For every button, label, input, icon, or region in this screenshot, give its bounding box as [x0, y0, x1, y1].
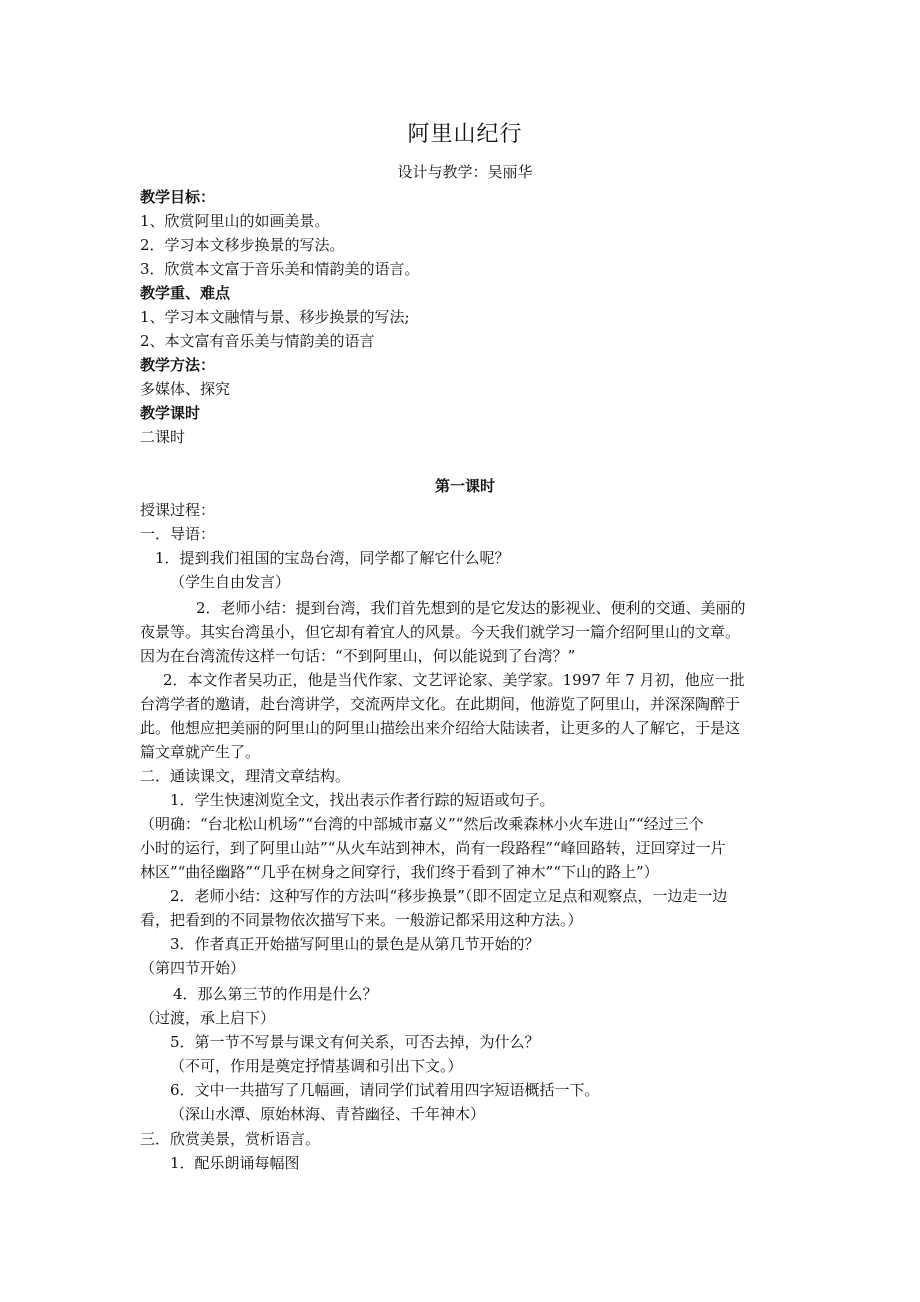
- heading-hours: 教学课时: [140, 404, 201, 422]
- section-heading: 二．通读课文，理清文章结构。: [140, 767, 351, 785]
- question-item: 3．作者真正开始描写阿里山的景色是从第几节开始的？: [170, 935, 540, 953]
- question-item: 1．提到我们祖国的宝岛台湾，同学都了解它什么呢？: [155, 549, 510, 567]
- hours-text: 二课时: [140, 428, 186, 446]
- section-heading: 一．导语：: [140, 525, 216, 543]
- teacher-summary-line: 夜景等。其实台湾虽小，但它却有着宜人的风景。今天我们就学习一篇介绍阿里山的文章。: [140, 623, 741, 641]
- author-intro-line: 篇文章就产生了。: [140, 743, 261, 761]
- answer-note: （不可，作用是奠定抒情基调和引出下文。）: [170, 1057, 463, 1075]
- question-item: 1．学生快速浏览全文，找出表示作者行踪的短语或句子。: [170, 791, 555, 809]
- methods-text: 多媒体、探究: [140, 380, 231, 398]
- author-intro-line: 此。他想应把美丽的阿里山的阿里山描绘出来介绍给大陆读者，让更多的人了解它，于是这: [140, 719, 741, 737]
- author-intro-line: 台湾学者的邀请，赴台湾讲学，交流两岸文化。在此期间，他游览了阿里山，并深深陶醉于: [140, 695, 741, 713]
- question-item: 4．那么第三节的作用是什么？: [173, 985, 378, 1003]
- key-point-item: 2、本文富有音乐美与情韵美的语言: [140, 332, 375, 350]
- objective-item: 1、欣赏阿里山的如画美景。: [140, 212, 330, 230]
- section-heading: 三．欣赏美景，赏析语言。: [140, 1130, 321, 1148]
- objective-item: 3．欣赏本文富于音乐美和情韵美的语言。: [140, 260, 420, 278]
- heading-key-points: 教学重、难点: [140, 284, 231, 302]
- page-title: 阿里山纪行: [407, 122, 523, 147]
- heading-methods: 教学方法：: [140, 356, 216, 374]
- key-point-item: 1、学习本文融情与景、移步换景的写法;: [140, 308, 410, 326]
- answer-line: （明确：“台北松山机场”“台湾的中部城市嘉义”“然后改乘森林小火车进山”“经过三个: [140, 815, 704, 833]
- answer-note: （第四节开始）: [140, 959, 246, 977]
- answer-line: 小时的运行，到了阿里山站”“从火车站到神木，尚有一段路程”“峰回路转，迂回穿过一片: [140, 839, 726, 857]
- answer-note: （深山水潭、原始林海、青苔幽径、千年神木）: [170, 1105, 486, 1123]
- lesson-heading: 第一课时: [434, 477, 495, 495]
- author-line: 设计与教学：吴丽华: [397, 163, 533, 181]
- question-item: 1．配乐朗诵每幅图: [170, 1154, 300, 1172]
- teacher-summary-line: 2．老师小结：这种写作的方法叫“移步换景”（即不固定立足点和观察点，一边走一边: [170, 887, 728, 905]
- author-intro-line: 2．本文作者吴功正，他是当代作家、文艺评论家、美学家。1997 年 7 月初，他应一批: [163, 671, 745, 689]
- teacher-summary-line: 看，把看到的不同景物依次描写下来。一般游记都采用这种方法。）: [140, 911, 583, 929]
- teacher-summary-line: 2．老师小结：提到台湾，我们首先想到的是它发达的影视业、便利的交通、美丽的: [196, 599, 746, 617]
- answer-note: （学生自由发言）: [170, 573, 291, 591]
- question-item: 5．第一节不写景与课文有何关系，可否去掉，为什么？: [170, 1033, 540, 1051]
- answer-note: （过渡，承上启下）: [140, 1009, 276, 1027]
- heading-objectives: 教学目标：: [140, 188, 216, 206]
- process-label: 授课过程：: [140, 501, 216, 519]
- question-item: 6．文中一共描写了几幅画，请同学们试着用四字短语概括一下。: [170, 1081, 600, 1099]
- teacher-summary-line: 因为在台湾流传这样一句话：“不到阿里山，何以能说到了台湾？”: [140, 647, 576, 665]
- objective-item: 2．学习本文移步换景的写法。: [140, 236, 345, 254]
- answer-line: 林区”“曲径幽路”“几乎在树身之间穿行，我们终于看到了神木”“下山的路上”）: [140, 863, 659, 881]
